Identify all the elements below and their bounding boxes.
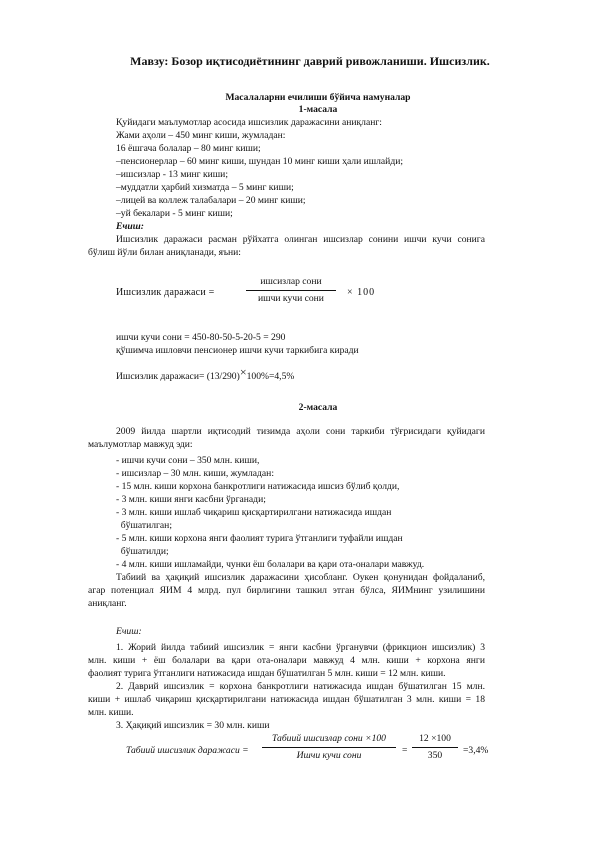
task2-intro-line: 2009 йилда шартли иқтисодий тизимда аҳоли сони таркиби тўғрисидаги қуйидаги <box>116 426 485 437</box>
task2-item: - 4 млн. киши ишламайди, чунки ёш болалари ва қари ота-оналари мавжуд. <box>116 559 425 570</box>
task2-solution-line: фаолият турига ўтганлиги натижасида ишдан бўшатилган 5 млн. киши = 12 млн. киши. <box>88 668 446 679</box>
page-title: Мавзу: Бозор иқтисодиётининг даврий ривожланиши. Ишсизлик. <box>130 54 490 68</box>
formula2-fraction-bar <box>262 747 396 748</box>
formula1-denominator: ишчи кучи сони <box>258 293 324 304</box>
task1-solution-label: Ечиш: <box>116 221 144 232</box>
task2-solution-label: Ечиш: <box>116 626 142 637</box>
task1-line: –уй бекалари - 5 минг киши; <box>116 208 233 219</box>
formula2-numerator2: 12 ×100 <box>419 733 451 744</box>
task1-result-suffix: 100%=4,5% <box>246 371 295 382</box>
formula2-fraction-bar2 <box>412 747 458 748</box>
task1-line: Жами аҳоли – 450 минг киши, жумладан: <box>116 130 286 141</box>
formula2-numerator: Табиий ишсизлар сони ×100 <box>272 733 386 744</box>
formula1-numerator: ишсизлар сони <box>260 276 322 287</box>
times-sign: × <box>239 365 247 379</box>
task1-heading: 1-масала <box>298 104 338 115</box>
task1-line: Қуйидаги маълумотлар асосида ишсизлик даражасини аниқланг: <box>116 117 382 128</box>
task1-line: –ишсизлар - 13 минг киши; <box>116 169 228 180</box>
task1-result <box>116 365 295 383</box>
task2-item: бўшатилган; <box>116 520 172 531</box>
formula2-denominator: Ишчи кучи сони <box>296 750 362 761</box>
task1-labor-force: ишчи кучи сони = 450-80-50-5-20-5 = 290 <box>116 332 286 343</box>
task2-item: - 5 млн. киши корхона янги фаолият турига ўтганлиги туфайли ишдан <box>116 533 403 544</box>
task2-solution-line: 1. Жорий йилда табиий ишсизлик = янги касбни ўрганувчи (фрикцион ишсизлик) 3 <box>116 642 485 653</box>
task2-item: - ишсизлар – 30 млн. киши, жумладан: <box>116 468 274 479</box>
task2-question-line: аниқланг. <box>88 598 127 609</box>
task2-item: бўшатилди; <box>116 546 169 557</box>
formula2-equals: = <box>402 745 408 756</box>
task2-item: - 15 млн. киши корхона банкротлиги натижасида ишсиз бўлиб қолди, <box>116 481 400 492</box>
task2-item: - 3 млн. киши янги касбни ўрганади; <box>116 494 266 505</box>
task2-solution-line: 3. Ҳақиқий ишсизлик = 30 млн. киши <box>116 720 270 731</box>
formula1-fraction-bar <box>246 290 336 291</box>
task1-note: қўшимча ишловчи пенсионер ишчи кучи таркибига киради <box>116 345 359 356</box>
task1-line: –пенсионерлар – 60 минг киши, шундан 10 минг киши ҳали ишлайди; <box>116 156 404 167</box>
task2-item: - ишчи кучи сони – 350 млн. киши, <box>116 455 260 466</box>
task1-result-prefix: Ишсизлик даражаси= (13/290) <box>116 371 240 382</box>
task1-explain-line: бўлиш йўли билан аниқланади, яъни: <box>88 247 241 258</box>
task2-solution-line: млн. киши. <box>88 707 134 718</box>
task2-question-line: агар потенциал ЯИМ 4 млрд. пул бирлигини ташкил этган бўлса, ЯИМнинг узилишини <box>88 585 485 596</box>
task1-line: –лицей ва коллеж талабалари – 20 минг киши; <box>116 195 306 206</box>
formula1-lhs: Ишсизлик даражаси = <box>116 287 215 298</box>
task1-explain-line: Ишсизлик даражаси расман рўйхатга олинган ишсизлар сонини ишчи кучи сонига <box>116 234 485 245</box>
task1-line: 16 ёшгача болалар – 80 минг киши; <box>116 143 261 154</box>
formula2-denominator2: 350 <box>427 750 443 761</box>
formula2-result: =3,4% <box>463 745 489 756</box>
task2-item: - 3 млн. киши ишлаб чиқариш қисқартирилгани натижасида ишдан <box>116 507 392 518</box>
task2-intro-line: маълумотлар мавжуд эди: <box>88 439 193 450</box>
task2-solution-line: млн. киши + ёш болалари ва қари ота-оналари мавжуд 4 млн. киши + корхона янги <box>88 655 485 666</box>
formula2-lhs: Табиий ишсизлик даражаси = <box>126 745 249 756</box>
section-heading: Масалаларни ечилиши бўйича намуналар <box>225 92 411 103</box>
task2-solution-line: киши + ишлаб чиқариш қисқартирилгани натижасида ишдан бўшатилган 3 млн. киши = 18 <box>88 694 485 705</box>
formula1-factor: × 100 <box>347 287 376 298</box>
task2-solution-line: 2. Даврий ишсизлик = корхона банкротлиги натижасида ишдан бўшатилган 15 млн. <box>116 681 485 692</box>
task2-question-line: Табиий ва ҳақиқий ишсизлик даражасини ҳисобланг. Оукен қонунидан фойдаланиб, <box>116 572 485 583</box>
task1-line: –муддатли ҳарбий хизматда – 5 минг киши; <box>116 182 294 193</box>
task2-heading: 2-масала <box>298 402 338 413</box>
